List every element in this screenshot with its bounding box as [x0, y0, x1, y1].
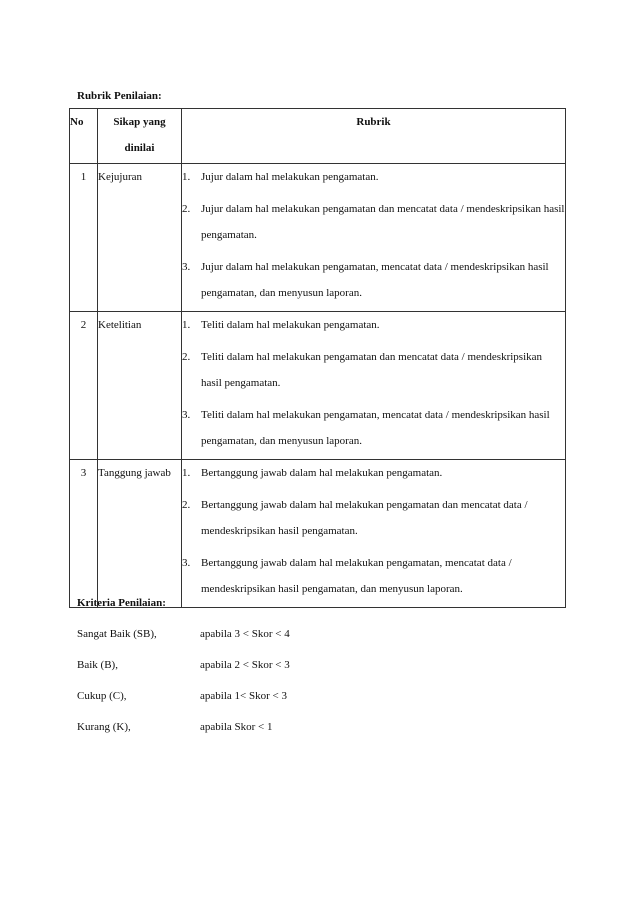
item-number: 1. [182, 467, 191, 479]
rubric-cell [182, 312, 566, 460]
list-item [182, 344, 565, 396]
item-number: 1. [182, 171, 191, 183]
attitude-name: Kejujuran [98, 164, 182, 312]
item-text: Teliti dalam hal melakukan pengamatan, mencatat data / mendeskripsikan hasil pengamatan, dan menyusun laporan. [201, 409, 550, 447]
item-text: Jujur dalam hal melakukan pengamatan dan mencatat data / mendeskripsikan hasil pengamatan. [201, 203, 565, 241]
rubric-list [182, 460, 565, 602]
criteria-rule: apabila 3 < Skor < 4 [200, 628, 290, 640]
criteria-label: Cukup (C), [77, 690, 127, 702]
item-text: Bertanggung jawab dalam hal melakukan pengamatan. [201, 467, 443, 479]
rubric-cell [182, 460, 566, 608]
table-row [70, 312, 566, 460]
rubric-header-row [70, 109, 566, 164]
item-text: Bertanggung jawab dalam hal melakukan pengamatan dan mencatat data / mendeskripsikan hasil pengamatan. [201, 499, 528, 537]
list-item [182, 254, 565, 306]
item-number: 1. [182, 319, 191, 331]
item-number: 2. [182, 351, 191, 363]
rubric-list [182, 164, 565, 306]
criteria-label: Sangat Baik (SB), [77, 628, 157, 640]
criteria-label: Kurang (K), [77, 721, 131, 733]
criteria-heading: Kriteria Penilaian: [77, 597, 166, 609]
item-number: 3. [182, 261, 191, 273]
list-item [182, 460, 565, 486]
item-number: 2. [182, 499, 191, 511]
item-text: Jujur dalam hal melakukan pengamatan. [201, 171, 379, 183]
item-number: 3. [182, 557, 191, 569]
item-number: 3. [182, 409, 191, 421]
rubric-cell [182, 164, 566, 312]
criteria-label: Baik (B), [77, 659, 118, 671]
attitude-name: Ketelitian [98, 312, 182, 460]
criteria-row [77, 717, 477, 748]
header-attitude: Sikap yang dinilai [98, 109, 182, 164]
criteria-rule: apabila 1< Skor < 3 [200, 690, 287, 702]
list-item [182, 196, 565, 248]
item-text: Bertanggung jawab dalam hal melakukan pengamatan, mencatat data / mendeskripsikan hasil pengamatan, dan menyusun laporan. [201, 557, 512, 595]
list-item [182, 312, 565, 338]
header-no: No [70, 109, 98, 164]
rubric-list [182, 312, 565, 454]
criteria-row [77, 686, 477, 717]
list-item [182, 164, 565, 190]
list-item [182, 492, 565, 544]
table-row [70, 460, 566, 608]
item-number: 2. [182, 203, 191, 215]
item-text: Jujur dalam hal melakukan pengamatan, mencatat data / mendeskripsikan hasil pengamatan, dan menyusun laporan. [201, 261, 549, 299]
header-rubric: Rubrik [182, 109, 566, 164]
list-item [182, 550, 565, 602]
criteria-rule: apabila Skor < 1 [200, 721, 273, 733]
row-number: 3 [70, 460, 98, 608]
attitude-name: Tanggung jawab [98, 460, 182, 608]
rubric-heading: Rubrik Penilaian: [77, 90, 162, 102]
row-number: 2 [70, 312, 98, 460]
list-item [182, 402, 565, 454]
rubric-table [69, 108, 566, 608]
criteria-list [77, 624, 477, 748]
table-row [70, 164, 566, 312]
criteria-row [77, 624, 477, 655]
criteria-rule: apabila 2 < Skor < 3 [200, 659, 290, 671]
item-text: Teliti dalam hal melakukan pengamatan dan mencatat data / mendeskripsikan hasil pengamatan. [201, 351, 543, 389]
item-text: Teliti dalam hal melakukan pengamatan. [201, 319, 380, 331]
row-number: 1 [70, 164, 98, 312]
criteria-row [77, 655, 477, 686]
